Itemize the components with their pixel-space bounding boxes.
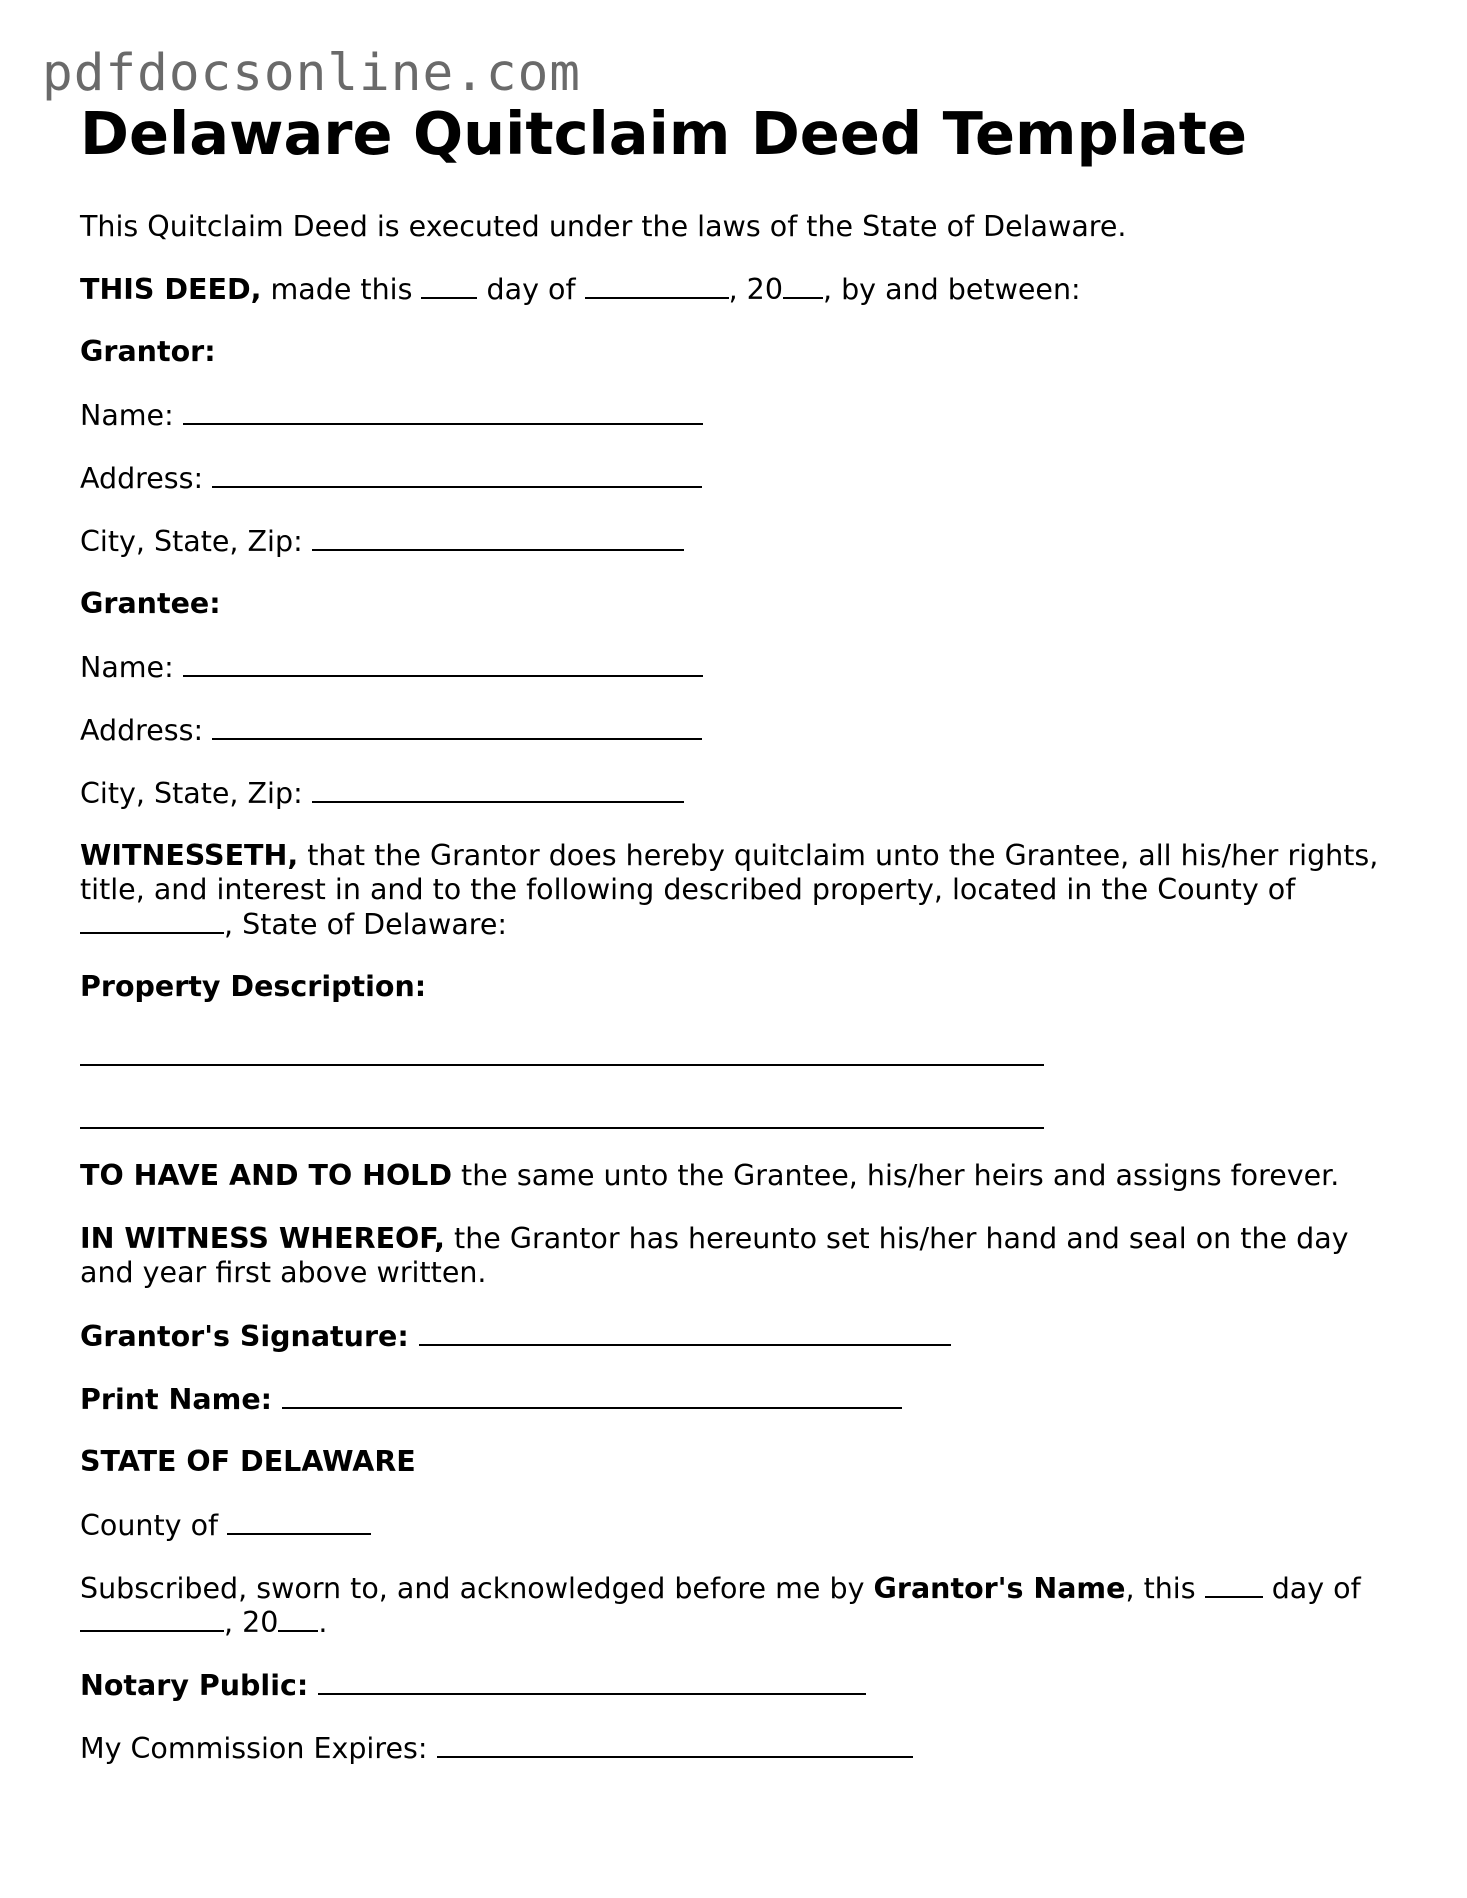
habendum-clause xyxy=(80,1159,1339,1193)
deed-year-prefix: , 20 xyxy=(728,273,783,306)
county-label: County of xyxy=(80,1509,228,1542)
deed-date-line xyxy=(80,272,1081,307)
acknowledgment-day-blank[interactable] xyxy=(1205,1571,1263,1598)
grantee-city-label: City, State, Zip: xyxy=(80,777,312,810)
witnesseth-text-1: that the Grantor does hereby quitclaim unto the Grantee, all his/her rights, xyxy=(298,839,1379,872)
grantor-name-blank[interactable] xyxy=(183,398,703,425)
print-name-label: Print Name: xyxy=(80,1383,282,1416)
grantee-city-blank[interactable] xyxy=(312,776,684,803)
grantor-address-row xyxy=(80,461,702,496)
witnesseth-line-3 xyxy=(80,907,507,942)
grantee-address-row xyxy=(80,713,702,748)
grantee-name-label: Name: xyxy=(80,651,183,684)
in-witness-lead: IN WITNESS WHEREOF, xyxy=(80,1222,445,1255)
property-description-line-1[interactable] xyxy=(80,1064,1044,1066)
property-description-line-2[interactable] xyxy=(80,1127,1044,1129)
county-row xyxy=(80,1508,371,1543)
grantor-heading: Grantor: xyxy=(80,335,216,368)
witnesseth-lead: WITNESSETH, xyxy=(80,839,299,872)
grantor-name-row xyxy=(80,398,703,433)
state-heading: STATE OF DELAWARE xyxy=(80,1445,416,1478)
commission-blank[interactable] xyxy=(437,1731,913,1758)
in-witness-line-1 xyxy=(80,1222,1349,1256)
notary-label: Notary Public: xyxy=(80,1669,319,1702)
grantee-name-row xyxy=(80,650,703,685)
notary-row xyxy=(80,1668,866,1703)
grantor-address-label: Address: xyxy=(80,462,213,495)
grantor-signature-label: Grantor's Signature: xyxy=(80,1320,419,1353)
habendum-lead: TO HAVE AND TO HOLD xyxy=(80,1159,452,1192)
acknowledgment-year-prefix: , 20 xyxy=(224,1606,279,1639)
grantor-city-blank[interactable] xyxy=(312,524,684,551)
in-witness-line-2: and year first above written. xyxy=(80,1256,487,1289)
acknowledgment-year-blank[interactable] xyxy=(278,1605,318,1632)
county-blank[interactable] xyxy=(80,907,224,934)
habendum-text: the same unto the Grantee, his/her heirs and assigns forever. xyxy=(452,1159,1340,1192)
witnesseth-text-3: , State of Delaware: xyxy=(224,908,508,941)
grantee-name-blank[interactable] xyxy=(183,650,703,677)
deed-lead: THIS DEED, xyxy=(80,273,262,306)
acknowledgment-line-1 xyxy=(80,1571,1361,1606)
commission-label: My Commission Expires: xyxy=(80,1732,437,1765)
grantee-heading: Grantee: xyxy=(80,587,221,620)
grantee-city-row xyxy=(80,776,684,811)
notary-blank[interactable] xyxy=(318,1668,866,1695)
grantor-name-label: Name: xyxy=(80,399,183,432)
property-description-heading: Property Description: xyxy=(80,970,427,1003)
deed-made-this: made this xyxy=(261,273,422,306)
deed-day-of: day of xyxy=(477,273,585,306)
grantor-signature-row xyxy=(80,1319,951,1354)
deed-by-between: , by and between: xyxy=(822,273,1081,306)
witnesseth-line-1 xyxy=(80,839,1378,873)
grantor-signature-blank[interactable] xyxy=(419,1319,951,1346)
acknowledgment-text-1: Subscribed, sworn to, and acknowledged before me by xyxy=(80,1572,874,1605)
in-witness-text-1: the Grantor has hereunto set his/her hand and seal on the day xyxy=(445,1222,1349,1255)
grantor-address-blank[interactable] xyxy=(212,461,702,488)
deed-month-blank[interactable] xyxy=(585,272,729,299)
grantor-city-row xyxy=(80,524,684,559)
acknowledgment-grantor-name: Grantor's Name xyxy=(873,1572,1126,1605)
acknowledgment-line-2 xyxy=(80,1605,327,1640)
print-name-row xyxy=(80,1382,902,1417)
grantee-address-label: Address: xyxy=(80,714,213,747)
acknowledgment-period: . xyxy=(318,1606,328,1639)
grantor-city-label: City, State, Zip: xyxy=(80,525,312,558)
deed-year-blank[interactable] xyxy=(783,272,823,299)
intro-text: This Quitclaim Deed is executed under the laws of the State of Delaware. xyxy=(80,210,1127,243)
witnesseth-line-2: title, and interest in and to the following described property, located in the County of xyxy=(80,873,1296,906)
acknowledgment-day-of: day of xyxy=(1262,1572,1361,1605)
notary-county-blank[interactable] xyxy=(227,1508,371,1535)
commission-row xyxy=(80,1731,913,1766)
acknowledgment-text-2: , this xyxy=(1125,1572,1205,1605)
watermark-logo: pdfdocsonline.com xyxy=(42,44,581,103)
acknowledgment-month-blank[interactable] xyxy=(80,1605,224,1632)
page-title: Delaware Quitclaim Deed Template xyxy=(80,99,1248,168)
grantee-address-blank[interactable] xyxy=(212,713,702,740)
print-name-blank[interactable] xyxy=(282,1382,902,1409)
deed-day-blank[interactable] xyxy=(421,272,477,299)
